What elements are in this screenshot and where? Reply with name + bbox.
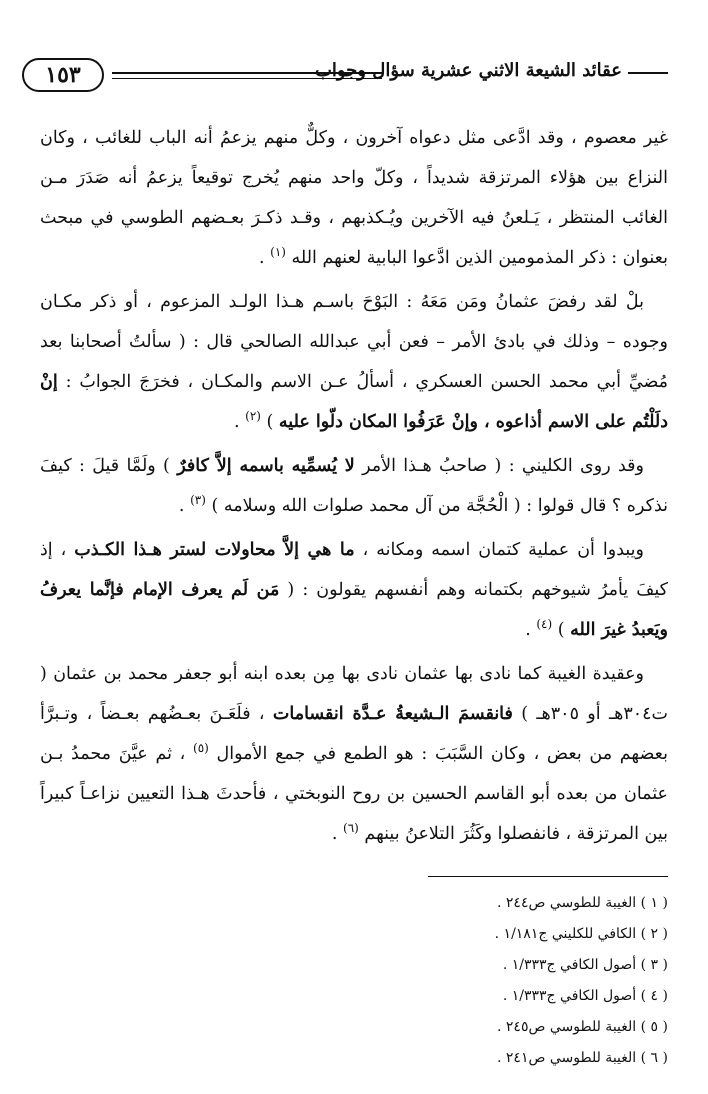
text-run: ، ثم عيَّنَ محمدُ بـن عثمان من بعده أبو القاسم الحسين بن روح النوبختي ، فأحدثَ هـذا التعيين نزاعـاً كبيراً بين المرتزقة ، فانفصلوا وكَثُرَ التلاعنُ بينهم	[40, 744, 668, 844]
paragraph	[40, 282, 668, 442]
page-number-text: ١٥٣	[45, 62, 81, 88]
emphasized-text: ما هي إلاَّ محاولات لستر هـذا الكـذب	[74, 540, 355, 560]
footnote-item: ( ٢ ) الكافي للكليني ج١/١٨١ .	[494, 926, 668, 942]
text-run: وقد روى الكليني : ( صاحبُ هـذا الأمر	[354, 456, 644, 476]
text-run: .	[259, 248, 271, 268]
text-run: .	[178, 496, 191, 516]
footnotes-list	[40, 888, 668, 1074]
footnote-ref: (٦)	[343, 821, 359, 836]
text-run: غير معصوم ، وقد ادَّعى مثل دعواه آخرون ، وكلٌّ منهم يزعمُ أنه الباب للغائب ، وكان النزاع بين هؤلاء المرتزقة شديداً ، وكلّ واحد منهم يُخرج توقيعاً يزعمُ أنه صَدَرَ مـن الغائب المنتظر ، يَـلعنُ فيه الآخرين ويُـكذبهم ، وقـد ذكـرَ بعـضهم الطوسي في مبحث بعنوان : ذكر المذمومين الذين ادَّعوا البابية لعنهم الله	[40, 128, 668, 268]
text-run: .	[331, 824, 344, 844]
text-run: .	[525, 620, 537, 640]
text-run: ) ولَمَّا قيلَ : كيفَ نذكره ؟ قال قولوا : ( الْحُجَّة من آل محمد صلوات الله وسلامه )	[40, 456, 668, 516]
emphasized-text: لا يُسمِّيه باسمه إلاَّ كافرٌ	[177, 456, 355, 476]
text-run: )	[552, 620, 571, 640]
footnote-item: ( ١ ) الغيبة للطوسي ص٢٤٤ .	[497, 895, 668, 911]
paragraph	[40, 118, 668, 278]
footnote-ref: (٣)	[190, 493, 206, 508]
emphasized-text: مَن لَم يعرف الإمام فإنَّما يعرفُ ويَعبدُ غيرَ الله	[40, 580, 668, 640]
page-header	[22, 52, 668, 98]
text-run: .	[233, 412, 246, 432]
main-text	[40, 118, 668, 858]
header-rule-right	[628, 72, 668, 74]
footnote-ref: (١)	[270, 245, 286, 260]
footnote-ref: (٤)	[536, 617, 553, 632]
text-run: بلْ لقد رفضَ عثمانُ ومَن مَعَهُ : البَوْحَ باسـم هـذا الولـد المزعوم ، أو ذكر مكـان وجوده – وذلك في بادئ الأمر – فعن أبي عبدالله الصالحي قال : ( سألتُ أصحابنا بعد مُضيِّ أبي محمد الحسن العسكري ، أسألُ عـن الاسم والمكـان ، فخرَجَ الجوابُ :	[40, 292, 668, 392]
text-run: ، فلَعَـنَ بعـضُهم بعـضاً ، وتـبرَّأ بعضهم من بعض ، وكان السَّبَبَ : هو الطمع في جمع الأموال	[40, 704, 668, 764]
footnote-item: ( ٤ ) أصول الكافي ج١/٣٣٣ .	[502, 988, 668, 1004]
running-title: عقائد الشيعة الاثني عشرية سؤال وجواب	[314, 60, 622, 81]
footnote-item: ( ٦ ) الغيبة للطوسي ص٢٤١ .	[497, 1050, 668, 1066]
paragraph	[40, 654, 668, 854]
text-run: وعقيدة الغيبة كما نادى بها عثمان نادى بها مِن بعده ابنه أبو جعفر محمد بن عثمان ( ت٣٠٤هـ أو ٣٠٥هـ )	[40, 664, 669, 724]
page-number	[22, 58, 104, 92]
text-run: ، إذ كيفَ يأمرُ شيوخهم بكتمانه وهم أنفسهم يقولون : (	[40, 540, 668, 600]
footnote-ref: (٢)	[245, 409, 261, 424]
text-run: ويبدوا أن عملية كتمان اسمه ومكانه ،	[354, 540, 644, 560]
emphasized-text: فانقسمَ الـشيعةُ عـدَّة انقسامات	[272, 704, 513, 724]
text-run: )	[260, 412, 279, 432]
paragraph	[40, 530, 668, 650]
paragraph	[40, 446, 668, 526]
footnote-item: ( ٥ ) الغيبة للطوسي ص٢٤٥ .	[497, 1019, 668, 1035]
emphasized-text: إنْ دلَلْتُم على الاسم أذاعوه ، وإنْ عَرَفُوا المكان دلّوا عليه	[40, 372, 668, 432]
footnote-item: ( ٣ ) أصول الكافي ج١/٣٣٣ .	[502, 957, 668, 973]
footnote-ref: (٥)	[193, 741, 209, 756]
footnote-separator	[428, 876, 668, 877]
